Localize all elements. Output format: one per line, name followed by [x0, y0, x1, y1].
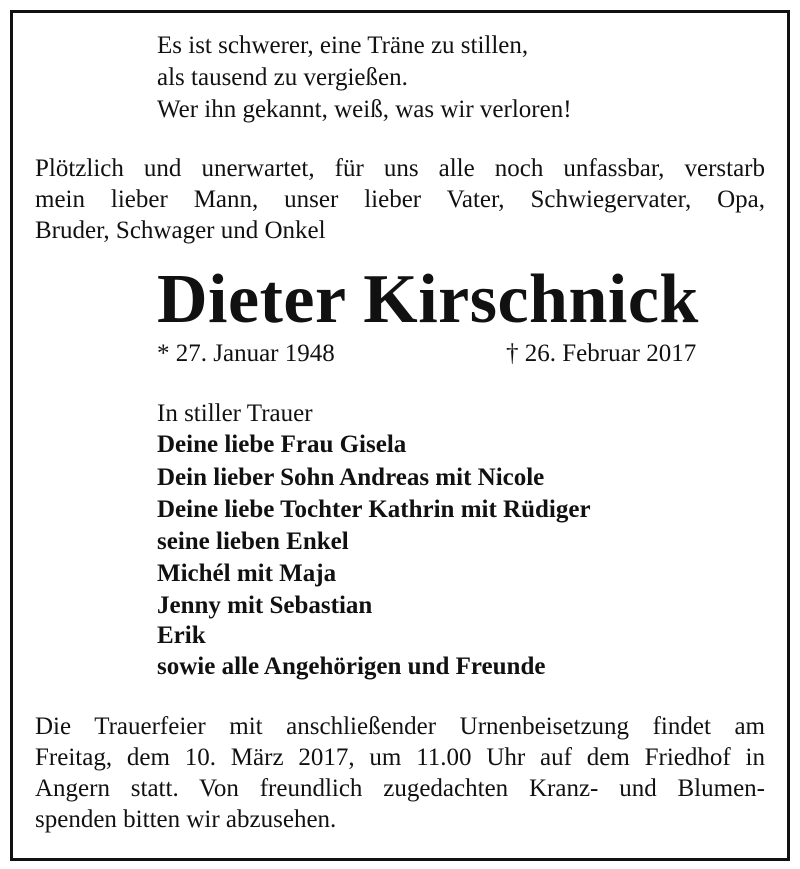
mourner-line-1: Deine liebe Frau Gisela	[157, 431, 407, 458]
intro-line-1: Plötzlich und unerwartet, für uns alle noch unfassbar, verstarb	[35, 155, 765, 182]
poem-line-1: Es ist schwerer, eine Träne zu stillen,	[157, 32, 529, 59]
birth-date: * 27. Januar 1948	[157, 340, 335, 367]
deceased-name: Dieter Kirschnick	[157, 261, 699, 338]
mourner-line-7: Erik	[157, 622, 206, 649]
intro-line-3: Bruder, Schwager und Onkel	[35, 217, 326, 244]
service-line-2: Freitag, dem 10. März 2017, um 11.00 Uhr auf dem Friedhof in	[35, 744, 765, 771]
death-date: † 26. Februar 2017	[506, 340, 697, 367]
poem-line-3: Wer ihn gekannt, weiß, was wir verloren!	[157, 96, 572, 123]
mourner-line-6: Jenny mit Sebastian	[157, 592, 373, 619]
mourner-line-5: Michél mit Maja	[157, 560, 337, 587]
mourning-heading: In stiller Trauer	[157, 400, 313, 427]
service-line-1: Die Trauerfeier mit anschließender Urnenbeisetzung findet am	[35, 713, 765, 740]
mourner-line-4: seine lieben Enkel	[157, 528, 349, 555]
mourner-line-2: Dein lieber Sohn Andreas mit Nicole	[157, 464, 545, 491]
mourner-line-8: sowie alle Angehörigen und Freunde	[157, 653, 546, 680]
service-line-3: Angern statt. Von freundlich zugedachten Kranz- und Blumen-	[35, 775, 765, 802]
mourner-line-3: Deine liebe Tochter Kathrin mit Rüdiger	[157, 496, 591, 523]
poem-line-2: als tausend zu vergießen.	[157, 64, 408, 91]
intro-line-2: mein lieber Mann, unser lieber Vater, Schwiegervater, Opa,	[35, 186, 765, 213]
service-line-4: spenden bitten wir abzusehen.	[35, 806, 337, 833]
